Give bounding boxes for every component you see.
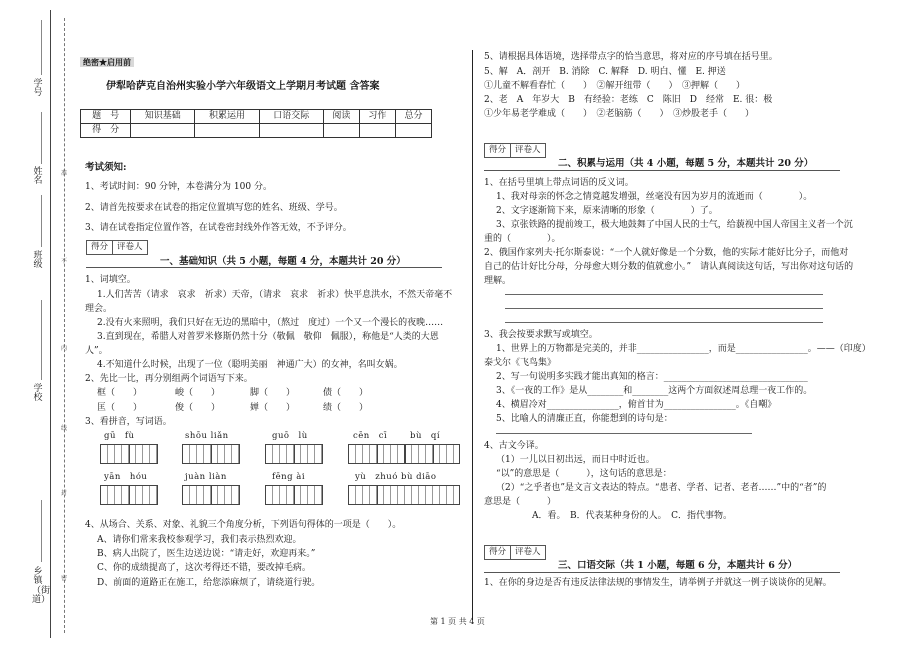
field-xingming-line [41, 112, 42, 164]
page-title: 伊犁哈萨克自治州实验小学六年级语文上学期月考试题 含答案 [106, 81, 380, 92]
field-banji-line [41, 195, 42, 247]
pinyin-label: yù zhuó bù diāo [355, 472, 437, 482]
question-text: 2、老 A 年岁大 B 有经验：老练 C 陈旧 D 经常 E. 很：极 [484, 95, 773, 105]
section-title-3: 三、口语交际（共 1 小题，每题 6 分，本题共计 6 分） [558, 560, 798, 571]
grader-score-label: 得分 [489, 547, 507, 557]
writing-grid[interactable] [182, 485, 240, 505]
answer-line[interactable] [505, 294, 823, 295]
notice-title: 考试须知: [85, 162, 127, 173]
score-header-cell: 知识基础 [131, 110, 195, 124]
binding-line [50, 10, 51, 638]
question-text: 2、写一句说明多实践才能出真知的格言：________________________________ [496, 372, 808, 382]
grader-score-label: 得分 [489, 145, 507, 155]
score-header-cell: 阅读 [323, 110, 359, 124]
score-header-cell: 口语交际 [259, 110, 323, 124]
pinyin-label: gū fù [104, 431, 135, 441]
seal-mark: 内 [60, 345, 67, 352]
score-header-cell: 习作 [359, 110, 395, 124]
score-cell [359, 124, 395, 138]
answer-line[interactable] [505, 322, 823, 323]
seal-mark: 密 [60, 575, 67, 582]
question-text: （2）“之乎者也”是文言文表达的特点。“患者、学者、记者、老者……”中的“者”的 [496, 483, 827, 493]
notice-item: 2、请首先按要求在试卷的指定位置填写您的姓名、班级、学号。 [85, 203, 343, 213]
field-xiangzhen-line [41, 500, 42, 562]
grader-box [484, 143, 546, 158]
pinyin-label: guō lù [272, 431, 308, 441]
field-xuexiao-line [41, 300, 42, 380]
grader-score-label: 得分 [91, 242, 109, 252]
pinyin-label: yān hóu [104, 472, 148, 482]
word-pair: 匡（ ） [97, 403, 143, 413]
question-text: 3、京张铁路的提前竣工，极大地鼓舞了中国人民的士气，给藐视中国人帝国主义者一个沉 [496, 220, 853, 230]
pinyin-label: bù qí [410, 431, 441, 441]
score-cell [195, 124, 259, 138]
question-text: 1、我对母亲的怀念之情竟越发增强，丝毫没有因为岁月的流逝而（ ）。 [496, 192, 813, 202]
question-text: 5、请根据具体语境，选择带点字的恰当意思，将对应的序号填在括号里。 [484, 52, 778, 62]
notice-item: 3、请在试卷指定位置作答，在试卷密封线外作答无效，不予评分。 [85, 223, 352, 233]
pinyin-label: fēng ài [272, 472, 306, 482]
word-pair: 婵（ ） [250, 403, 296, 413]
grader-person-label: 评卷人 [112, 241, 147, 254]
question-text: 2、先比一比，再分别组两个词语写下来。 [85, 374, 253, 384]
question-text: 3.直到现在，希腊人对普罗米修斯仍然十分（敬佩 敬仰 佩服），称他是“人类的大恩 [97, 332, 439, 342]
section-title-1: 一、基础知识（共 5 小题，每题 4 分，本题共计 20 分） [160, 256, 406, 267]
seal-mark: 封 [60, 490, 67, 497]
writing-grid[interactable] [182, 444, 240, 464]
question-text: 1、在你的身边是否有违反法律法规的事情发生，请举例子并就这一例子谈谈你的见解。 [484, 578, 832, 588]
question-text: 理解。 [484, 276, 512, 286]
option-text: B、病人出院了，医生边送边说：“请走好，欢迎再来。” [97, 549, 316, 559]
option-text: A．看。 B．代表某种身份的人。 C．指代事物。 [532, 511, 733, 521]
question-text: 2.没有火来照明，我们只好在无边的黑暗中，（熬过 度过）一个又一个漫长的夜晚…… [97, 318, 444, 328]
word-pair: 框（ ） [97, 388, 143, 398]
question-text: 5、解 A．剖开 B. 消除 C. 解释 D. 明白、懂 E. 押送 [484, 67, 726, 77]
field-xuehao-line [41, 20, 42, 75]
score-row-label: 得 分 [81, 124, 131, 138]
word-pair: 债（ ） [323, 388, 369, 398]
seal-mark: 不 [60, 258, 67, 265]
grader-box [484, 545, 546, 560]
label-banji: 班级 [33, 251, 43, 271]
question-text: 理会。 [85, 304, 113, 314]
question-text: 2、文字逐渐简下来，原来清晰的形象（ ）了。 [496, 206, 718, 216]
question-text: 意思是（ ） [484, 497, 557, 507]
question-text: 1、世界上的万物都是完美的，并非________________，而是________________。——（印度） [496, 344, 871, 354]
answer-line[interactable] [496, 433, 752, 434]
question-text: 4、横眉冷对________________，俯首甘为________________。《自嘲》 [496, 400, 777, 410]
question-text: 3、我会按要求默写或填空。 [484, 330, 598, 340]
notice-item: 1、考试时间：90 分钟，本卷满分为 100 分。 [85, 182, 272, 192]
question-text: 重的（ ）。 [484, 234, 561, 244]
question-text: （1）一儿以日初出远，而日中时近也。 [496, 455, 655, 465]
label-xuehao: 学号 [33, 79, 43, 99]
writing-grid[interactable] [348, 444, 406, 464]
page-footer: 第 1 页 共 4 页 [430, 617, 485, 626]
question-text: 4、古文今译。 [484, 441, 544, 451]
pinyin-label: juàn liàn [185, 472, 227, 482]
option-text: D、前面的道路正在施工，给您添麻烦了，请绕道行驶。 [97, 578, 321, 588]
word-pair: 绩（ ） [323, 403, 369, 413]
writing-grid[interactable] [404, 444, 460, 464]
option-text: C、你的成绩提高了，这次考得还不错，要改掉毛病。 [97, 563, 311, 573]
score-cell [259, 124, 323, 138]
grader-box [86, 240, 148, 255]
seal-dashed-line [64, 18, 65, 633]
seal-mark: 准 [60, 170, 67, 177]
question-text: 1、在括号里填上带点词语的反义词。 [484, 178, 634, 188]
pinyin-label: cēn cī [353, 431, 388, 441]
score-header-cell: 积累运用 [195, 110, 259, 124]
column-divider [472, 50, 473, 620]
question-text: 4、从场合、关系、对象、礼貌三个角度分析，下列语句得体的一项是（ ）。 [85, 520, 402, 530]
grader-person-label: 评卷人 [510, 144, 545, 157]
label-xingming: 姓名 [33, 167, 43, 187]
writing-grid[interactable] [100, 444, 158, 464]
score-cell [131, 124, 195, 138]
score-table [80, 109, 432, 138]
question-text: 2、俄国作家列夫·托尔斯泰说：“一个人就好像是一个分数，他的实际才能好比分子，而他对 [484, 248, 849, 258]
writing-grid[interactable] [348, 485, 460, 505]
score-header-cell: 题 号 [81, 110, 131, 124]
option-text: A、请你们常来我校参观学习，我们表示热烈欢迎。 [97, 535, 302, 545]
score-header-cell: 总分 [395, 110, 431, 124]
question-text: 1.人们苦苦（请求 哀求 祈求）天帝，（请求 哀求 祈求）快平息洪水，不然天帝毫不 [97, 290, 453, 300]
word-pair: 脚（ ） [250, 388, 296, 398]
question-text: 泰戈尔《飞鸟集》 [484, 358, 557, 368]
confidential-stamp: 绝密★启用前 [80, 57, 134, 67]
question-text: 1、词填空。 [85, 275, 136, 285]
question-text: ①儿童不解看春忙（ ） ②解开纽带（ ） ③押解（ ） [484, 81, 746, 91]
question-text: ①少年易老学难成（ ） ②老脑筋（ ） ③炒股老手（ ） [484, 109, 755, 119]
label-xiangzhen: 乡镇（街道） [32, 567, 51, 606]
question-text: “以”的意思是（ ），这句话的意思是： [496, 469, 672, 479]
section-title-2: 二、积累与运用（共 4 小题，每题 5 分，本题共计 20 分） [558, 158, 814, 169]
word-pair: 俊（ ） [175, 403, 221, 413]
question-text: 5、比喻人的清廉正直，你能想到的诗句是： [496, 414, 673, 424]
seal-mark: 线 [60, 425, 67, 432]
word-pair: 峻（ ） [175, 388, 221, 398]
answer-line[interactable] [505, 308, 823, 309]
question-text: 自己的估计好比分母，分母愈大则分数的值就愈小。” 请认真阅读这句话，写出你对这句话的 [484, 262, 854, 272]
label-xuexiao: 学校 [33, 384, 43, 404]
score-cell [323, 124, 359, 138]
writing-grid[interactable] [265, 444, 323, 464]
writing-grid[interactable] [265, 485, 323, 505]
writing-grid[interactable] [100, 485, 158, 505]
score-cell [395, 124, 431, 138]
pinyin-label: shōu liǎn [185, 431, 229, 441]
question-text: 3、《一夜的工作》是从________和________这两个方面叙述周总理一夜工作的。 [496, 386, 813, 396]
question-text: 4.不知道什么时候，出现了一位（聪明美丽 神通广大）的女神，名叫女娲。 [97, 360, 403, 370]
question-text: 3、看拼音，写词语。 [85, 417, 172, 427]
question-text: 人”。 [85, 346, 108, 356]
grader-person-label: 评卷人 [510, 546, 545, 559]
